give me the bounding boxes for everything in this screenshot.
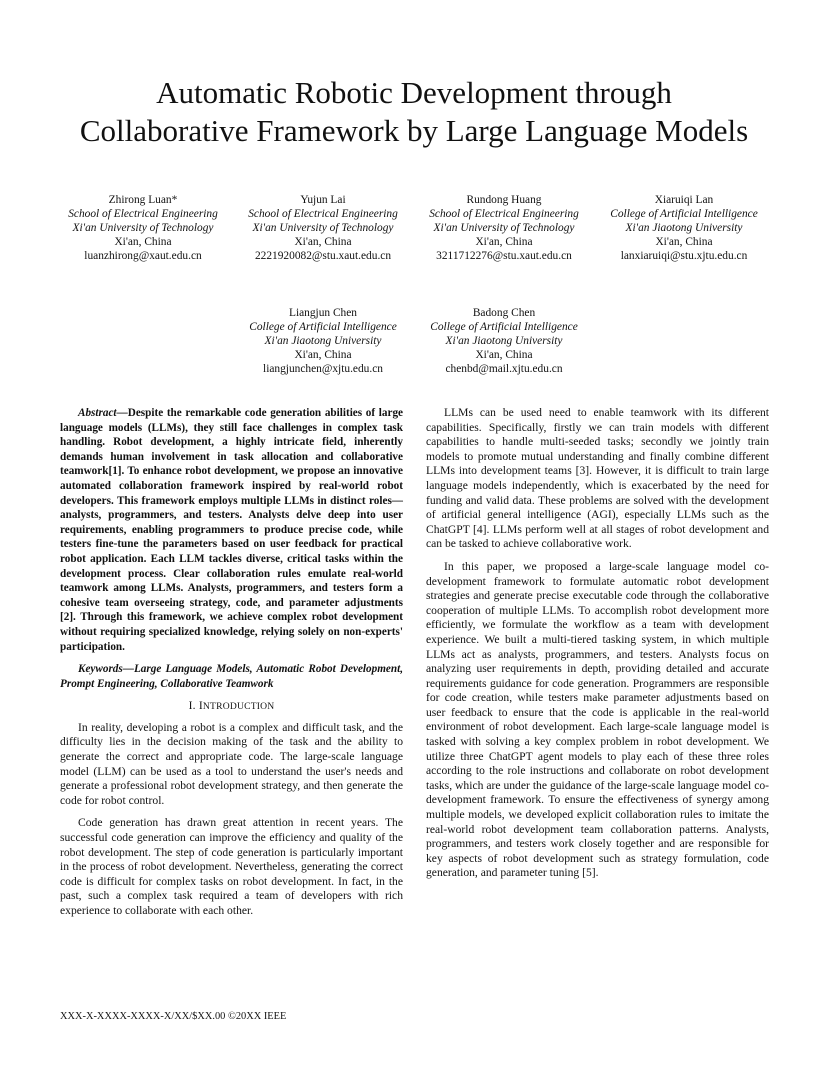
author-institution: Xi'an Jiaotong University [264,335,382,347]
author-city: Xi'an, China [294,349,352,361]
section-title-initial: I [198,699,203,713]
author-email[interactable]: 2221920082@stu.xaut.edu.cn [254,250,392,262]
author-name: Rundong Huang [466,194,542,206]
author-institution: Xi'an University of Technology [252,222,394,234]
author-email[interactable]: liangjunchen@xjtu.edu.cn [263,363,383,375]
abstract-label: Abstract [78,407,117,419]
author-department: School of Electrical Engineering [248,208,398,220]
paper-title [0,74,828,150]
author-department: College of Artificial Intelligence [610,208,758,220]
intro-paragraph-2: Code generation has drawn great attention in recent years. The successful code generation can improve the efficiency and quality of the robot development. The step of code generation is particularly important in the process of robot development. Nevertheless, generating the correct code is difficult for complex tasks on robot development. In fact, in the past, such a complex task required a team of developers with rich experience to collaborate with each other. [60,816,403,917]
author-institution: Xi'an University of Technology [433,222,575,234]
abstract [60,406,403,654]
keywords: Keywords—Large Language Models, Automatic Robot Development, Prompt Engineering, Collaborative Teamwork [60,663,403,690]
author-name: Liangjun Chen [288,307,358,319]
section-number: I. [188,699,196,713]
author-block-6 [414,306,594,376]
author-city: Xi'an, China [475,236,533,248]
author-block-3 [414,193,594,263]
author-block-2 [233,193,413,263]
copyright-footer: XXX-X-XXXX-XXXX-X/XX/$XX.00 ©20XX IEEE [60,1011,287,1022]
author-department: College of Artificial Intelligence [430,321,578,333]
right-column [426,406,769,889]
author-name: Yujun Lai [300,194,346,206]
abstract-text: —Despite the remarkable code generation abilities of large language models (LLMs), they still face challenges in complex task handling. Robot development, a highly intricate field, inherently demands human involvement in task allocation and collaborative teamwork[1]. To enhance robot development, we propose an innovative automated collaboration framework inspired by real-world robot developers. This framework employs multiple LLMs in distinct roles—analysts, programmers, and testers. Analysts delve deep into user requirements, enabling programmers to produce precise code, while testers fine-tune the parameters based on user feedback for practical robot application. Each LLM tackles diverse, critical tasks within the development process. Clear collaboration rules emulate real-world teamwork among LLMs. Analysts, programmers, and testers form a cohesive team overseeing strategy, code, and parameter adjustments [2]. Through this framework, we achieve complex robot development without requiring specialized knowledge, relying solely on non-experts' participation. [60,407,403,653]
title-line-1: Automatic Robotic Development through [156,75,672,110]
author-name: Xiaruiqi Lan [654,194,714,206]
intro-paragraph-3: LLMs can be used need to enable teamwork with its different capabilities. Specifically, firstly we can train models with different capabilities to handle multi-seeded tasks; secondly we jointly train models to promote mutual understanding and finally combine different LLMs into development teams [3]. However, it is difficult to train large language models independently, which is exacerbated by the need for funding and valid data. These problems are solved with the development of artificial general intelligence (AGI), especially LLMs such as the ChatGPT [4]. LLMs perform well at all stages of robot development and can be tasked to achieve collaborative work. [426,406,769,551]
author-city: Xi'an, China [294,236,352,248]
author-email[interactable]: chenbd@mail.xjtu.edu.cn [445,363,563,375]
author-department: School of Electrical Engineering [429,208,579,220]
author-institution: Xi'an Jiaotong University [625,222,743,234]
author-email[interactable]: lanxiaruiqi@stu.xjtu.edu.cn [620,250,748,262]
author-department: School of Electrical Engineering [68,208,218,220]
author-name: Badong Chen [472,307,536,319]
author-email[interactable]: 3211712276@stu.xaut.edu.cn [436,250,572,262]
author-name: Zhirong Luan* [108,194,178,206]
author-block-5 [233,306,413,376]
section-heading-introduction [60,699,403,715]
author-department: College of Artificial Intelligence [249,321,397,333]
author-institution: Xi'an University of Technology [72,222,214,234]
author-block-1 [53,193,233,263]
author-city: Xi'an, China [655,236,713,248]
author-city: Xi'an, China [475,349,533,361]
author-email[interactable]: luanzhirong@xaut.edu.cn [84,250,202,262]
author-block-4 [594,193,774,263]
left-column [60,406,403,927]
author-institution: Xi'an Jiaotong University [445,335,563,347]
section-title-rest: NTRODUCTION [202,701,275,713]
title-line-2: Collaborative Framework by Large Language Models [79,113,749,148]
intro-paragraph-1: In reality, developing a robot is a complex and difficult task, and the difficulty lies in the decision making of the task and the ability to generate the correct and appropriate code. The large-scale language model (LLM) can be used as a tool to understand the user's needs and generate a professional robot development strategy, and then generate the code for robot control. [60,720,403,807]
author-city: Xi'an, China [114,236,172,248]
intro-paragraph-4: In this paper, we proposed a large-scale language model co-development framework to formulate automatic robot development strategies and generate precise executable code through the collaborative cooperation of multiple LLMs. To accomplish robot development more efficiently, we formulate the workflow as a team with development experience. We built a multi-tiered tasking system, in which multiple LLMs act as analysts, programmers, and testers. Analysts focus on analyzing user requirements in depth, providing detailed and accurate requirements guidance for code generation. Programmers are responsible for code creation, while testers make parameter adjustments based on user feedback to ensure that the code is applicable in the real-world environment of robot development. Each large-scale language model is tasked with solving a key complex problem in robot development. We utilize three ChatGPT agent models to play each of these three roles according to the role instructions and collaborate on robot development tasks, which are under the guidance of the large-scale language model co-development framework. To ensure the effectiveness of synergy among multiple models, we developed explicit collaboration rules to imitate the real-world robot development team collaboration patterns. Analysts, programmers, and testers work closely together and are responsible for key aspects of robot development such as strategy formulation, code generation, and parameter tuning [5]. [426,559,769,880]
